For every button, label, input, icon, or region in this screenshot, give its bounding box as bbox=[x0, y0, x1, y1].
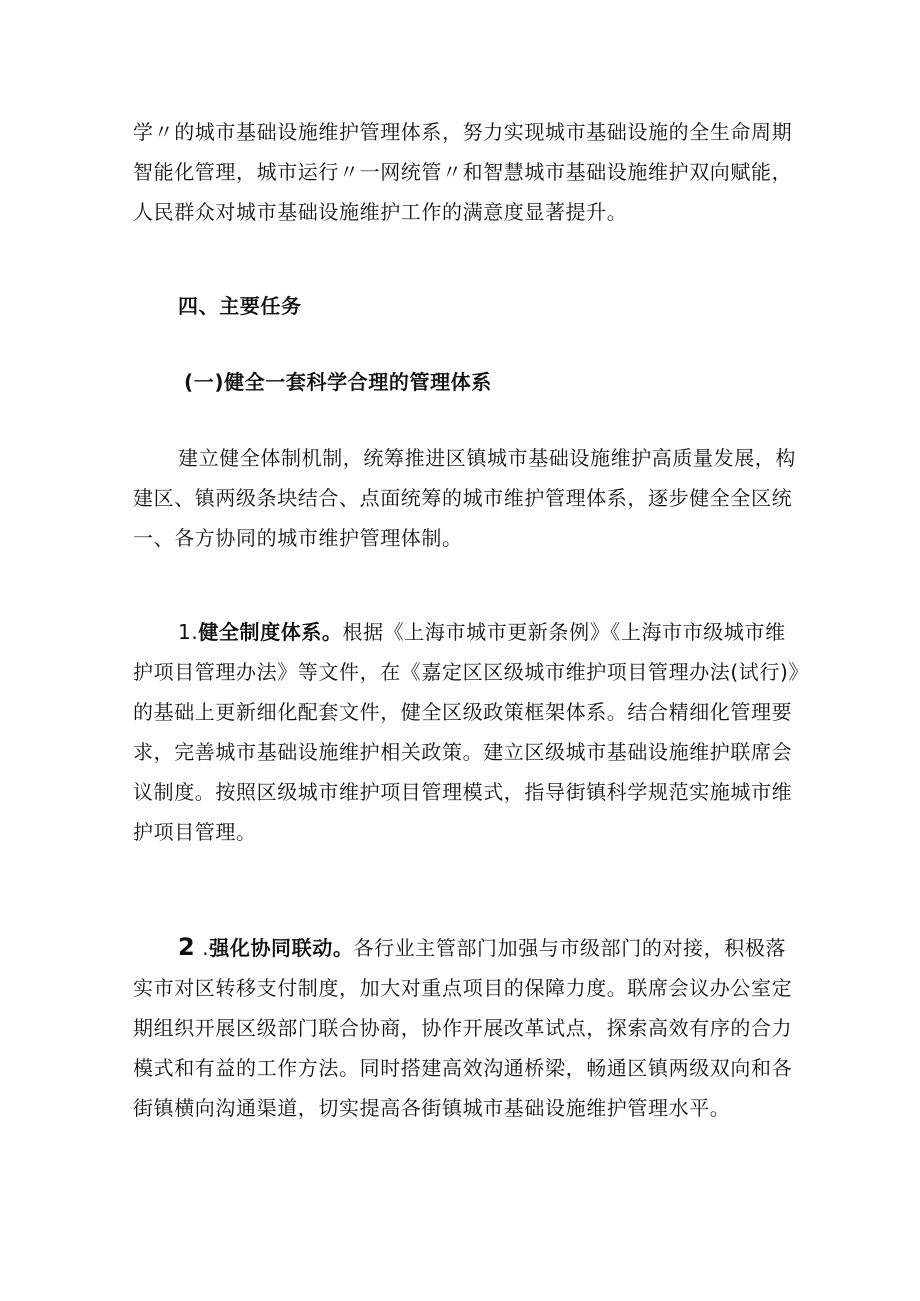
text-line: 求，完善城市基础设施维护相关政策。建立区级城市基础设施维护联席会 bbox=[133, 740, 793, 764]
item-number: 2 bbox=[178, 933, 196, 961]
item-title: 强化协同联动。 bbox=[209, 936, 354, 960]
section-heading: 四、主要任务 bbox=[178, 294, 302, 318]
text-line bbox=[133, 612, 793, 652]
text-line: 学〃的城市基础设施维护管理体系，努力实现城市基础设施的全生命周期 bbox=[133, 120, 793, 144]
text-line: 的基础上更新细化配套文件，健全区级政策框架体系。结合精细化管理要 bbox=[133, 700, 793, 724]
text-line: 建区、镇两级条块结合、点面统筹的城市维护管理体系，逐步健全全区统 bbox=[133, 486, 793, 510]
item-2-paragraph bbox=[133, 927, 793, 1128]
item-1-paragraph bbox=[133, 612, 810, 852]
text-line: 街镇横向沟通渠道，切实提高各街镇城市基础设施维护管理水平。 bbox=[133, 1096, 731, 1120]
item-number: 1. bbox=[178, 620, 199, 644]
item-text: 各行业主管部门加强与市级部门的对接，积极落 bbox=[353, 936, 787, 960]
text-line: 期组织开展区级部门联合协商，协作开展改革试点，探索高效有序的合力 bbox=[133, 1016, 793, 1040]
text-line: 智能化管理，城市运行〃一网统管〃和智慧城市基础设施维护双向赋能， bbox=[133, 160, 793, 184]
text-line: 建立健全体制机制，统筹推进区镇城市基础设施维护高质量发展，构 bbox=[178, 446, 796, 470]
text-line: 模式和有益的工作方法。同时搭建高效沟通桥梁，畅通区镇两级双向和各 bbox=[133, 1056, 793, 1080]
item-separator: . bbox=[202, 936, 210, 960]
text-line: 护项目管理。 bbox=[133, 820, 257, 844]
text-line: 护项目管理办法》等文件，在《嘉定区区级城市维护项目管理办法(试行)》 bbox=[133, 660, 810, 684]
text-line: 实市对区转移支付制度，加大对重点项目的保障力度。联席会议办公室定 bbox=[133, 976, 793, 1000]
text-line: 一、各方协同的城市维护管理体制。 bbox=[133, 526, 463, 550]
continuation-paragraph bbox=[133, 112, 793, 232]
text-line bbox=[133, 927, 793, 968]
item-text: 根据《上海市城市更新条例》《上海市市级城市维 bbox=[342, 620, 786, 644]
text-line: 人民群众对城市基础设施维护工作的满意度显著提升。 bbox=[133, 200, 628, 224]
text-line: 议制度。按照区级城市维护项目管理模式，指导街镇科学规范实施城市维 bbox=[133, 780, 793, 804]
item-title: 健全制度体系。 bbox=[198, 620, 343, 644]
intro-paragraph bbox=[133, 438, 796, 558]
subsection-heading: (一)健全一套科学合理的管理体系 bbox=[184, 370, 492, 394]
